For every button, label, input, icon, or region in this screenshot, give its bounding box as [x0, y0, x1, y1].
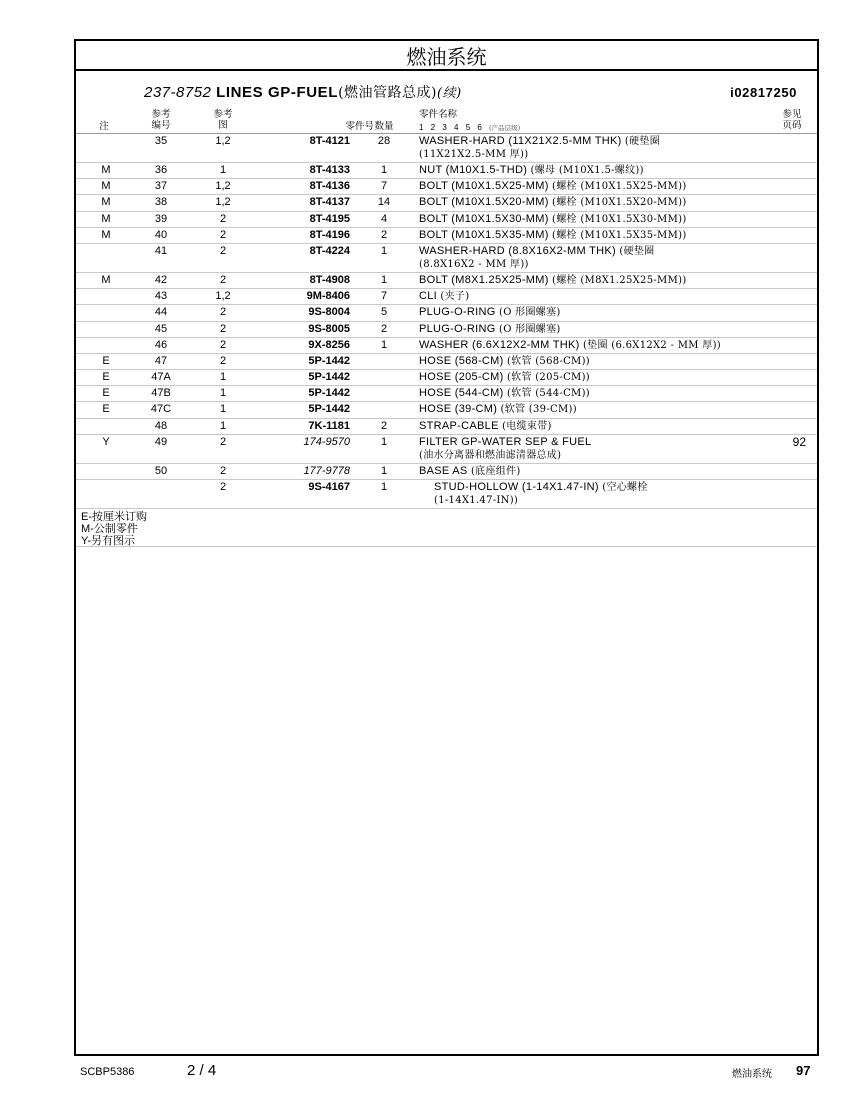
col-page	[779, 109, 805, 131]
group-name-cn: (燃油管路总成)	[338, 85, 437, 101]
table-row	[76, 212, 817, 228]
row-part-number[interactable]: 8T-4224	[309, 244, 350, 257]
col-page-line2: 页码	[782, 120, 802, 131]
row-qty: 1	[380, 244, 388, 257]
row-see-page[interactable]: 92	[792, 434, 806, 449]
row-qty: 2	[380, 322, 388, 335]
table-row	[76, 480, 817, 509]
row-part-number[interactable]: 9M-8406	[306, 290, 350, 303]
row-part-number[interactable]: 8T-4196	[309, 228, 350, 241]
row-qty: 1	[380, 164, 388, 176]
col-part-no: 零件号	[345, 121, 374, 132]
row-fig: 2	[219, 322, 227, 335]
table-row	[76, 305, 817, 321]
legend-text: 按厘米订购	[92, 510, 147, 523]
row-part-name-en: NUT (M10X1.5-THD)	[419, 164, 528, 176]
row-fig: 2	[219, 354, 227, 367]
row-part-name	[419, 135, 779, 161]
row-part-name-en: FILTER GP-WATER SEP & FUEL	[419, 435, 592, 448]
row-part-name-en: BASE AS	[419, 464, 468, 477]
col-qty: 数量	[374, 121, 394, 132]
legend-text: 公制零件	[93, 522, 138, 535]
table-row	[76, 370, 817, 386]
row-part-name-cn: (O 形圈螺塞)	[499, 323, 561, 335]
row-qty: 14	[377, 196, 391, 209]
legend-text: 另有图示	[91, 534, 135, 547]
doc-code: SCBP5386	[80, 1066, 135, 1078]
row-part-name	[419, 229, 779, 242]
table-row	[76, 195, 817, 211]
row-fig: 1	[219, 403, 227, 416]
row-fig: 1,2	[215, 196, 231, 209]
row-part-name-en: HOSE (205-CM)	[419, 371, 504, 384]
row-note: E	[102, 403, 110, 416]
row-part-name-cn: (硬垫圈	[624, 136, 661, 147]
row-part-name-en: WASHER-HARD (11X21X2.5-MM THK)	[419, 135, 622, 147]
row-part-name-en: STUD-HOLLOW (1-14X1.47-IN)	[434, 481, 599, 493]
row-qty: 1	[380, 464, 388, 477]
row-part-name-en: WASHER-HARD (8.8X16X2-MM THK)	[419, 244, 616, 257]
row-fig: 1,2	[215, 290, 231, 303]
row-ref-no: 47C	[150, 403, 172, 416]
row-part-name-cn: (软管 (39-CM))	[500, 404, 577, 416]
row-qty: 1	[380, 481, 388, 493]
row-part-name-cn: (电缆束带)	[502, 420, 552, 432]
column-headers	[76, 108, 817, 134]
row-part-name-cn: (硬垫圈	[619, 245, 655, 257]
table-row	[76, 289, 817, 305]
row-part-name-en: HOSE (39-CM)	[419, 403, 498, 416]
col-ref-no-line1: 参考	[151, 109, 171, 120]
row-ref-no: 48	[154, 419, 168, 432]
col-fig	[208, 109, 238, 131]
row-ref-no: 39	[154, 212, 168, 225]
row-fig: 2	[219, 435, 227, 448]
row-ref-no: 41	[154, 244, 168, 257]
row-ref-no: 38	[154, 196, 168, 209]
row-ref-no: 44	[154, 306, 168, 319]
row-part-name-cn: (空心螺栓	[602, 482, 648, 493]
legend-item	[81, 511, 817, 523]
row-part-name-en: HOSE (544-CM)	[419, 387, 504, 400]
row-fig: 2	[219, 338, 227, 351]
row-part-number[interactable]: 5P-1442	[308, 403, 350, 416]
col-name: 零件名称	[419, 109, 458, 120]
group-part-number[interactable]: 237-8752	[144, 84, 212, 101]
col-note: 注	[99, 121, 109, 132]
row-note: M	[101, 212, 111, 225]
row-part-name	[419, 290, 779, 303]
row-part-number[interactable]: 174-9570	[303, 435, 350, 448]
illustration-id: i02817250	[730, 85, 797, 100]
row-part-name	[419, 196, 779, 209]
table-row	[76, 134, 817, 163]
row-part-number[interactable]: 8T-4908	[309, 273, 350, 286]
row-note: M	[101, 228, 111, 241]
row-part-number[interactable]: 8T-4137	[309, 196, 350, 209]
table-row	[76, 464, 817, 480]
table-row	[76, 244, 817, 273]
row-part-name	[419, 245, 779, 271]
row-part-name-cn-line2: (1-14X1.47-IN))	[434, 495, 519, 506]
row-part-number[interactable]: 9S-8004	[308, 306, 350, 319]
row-part-name-cn: (软管 (205-CM))	[506, 372, 590, 384]
group-name: LINES GP-FUEL	[216, 84, 339, 101]
group-header	[76, 71, 817, 107]
row-note: M	[101, 273, 111, 286]
table-row	[76, 338, 817, 354]
row-note: E	[102, 354, 110, 367]
row-part-number[interactable]: 5P-1442	[308, 354, 350, 367]
row-fig: 1,2	[215, 180, 231, 193]
legend-code: M-	[81, 523, 94, 535]
row-part-name-cn: (软管 (568-CM))	[506, 355, 590, 367]
row-part-number[interactable]: 5P-1442	[308, 371, 350, 384]
row-part-name	[419, 213, 779, 226]
row-ref-no: 50	[154, 464, 168, 477]
col-page-line1: 参见	[782, 109, 802, 120]
row-part-name	[419, 355, 779, 368]
footer-section: 燃油系统	[732, 1069, 772, 1080]
row-part-name-en: STRAP-CABLE	[419, 419, 499, 432]
row-fig: 1	[219, 419, 227, 432]
row-ref-no: 35	[154, 135, 168, 147]
legend-code: E-	[81, 511, 92, 523]
row-note: E	[102, 387, 110, 400]
row-fig: 2	[219, 228, 227, 241]
row-part-number[interactable]: 8T-4133	[309, 164, 350, 176]
row-part-name	[419, 180, 779, 193]
row-part-name-en: HOSE (568-CM)	[419, 354, 504, 367]
row-part-number[interactable]: 9S-8005	[308, 322, 350, 335]
table-row	[76, 386, 817, 402]
row-part-number[interactable]: 8T-4136	[309, 180, 350, 193]
row-fig: 2	[219, 273, 227, 286]
row-note: M	[101, 196, 111, 209]
row-part-name-cn: (夹子)	[440, 291, 470, 303]
notes-legend	[76, 509, 817, 547]
row-part-name	[434, 481, 794, 507]
col-fig-line1: 参考	[213, 109, 233, 120]
row-part-name-cn-line2: (油水分离器和燃油滤清器总成)	[419, 449, 562, 461]
table-row	[76, 419, 817, 435]
col-ref-no-line2: 编号	[151, 120, 171, 131]
col-ref-no	[144, 109, 178, 131]
row-part-number[interactable]: 9X-8256	[308, 338, 350, 351]
row-note: Y	[102, 435, 110, 448]
table-row	[76, 273, 817, 289]
row-qty: 1	[380, 338, 388, 351]
row-fig: 1	[219, 387, 227, 400]
row-part-name-cn: (螺栓 (M8X1.25X25-MM))	[552, 274, 687, 286]
row-qty: 2	[380, 228, 388, 241]
row-note: M	[101, 164, 111, 176]
row-part-name-en: CLI	[419, 290, 438, 303]
group-title	[144, 82, 462, 102]
page-title: 燃油系统	[76, 41, 817, 71]
row-part-name-en: BOLT (M8X1.25X25-MM)	[419, 273, 549, 286]
page-frame	[74, 39, 819, 1056]
row-part-number[interactable]: 8T-4195	[309, 212, 350, 225]
row-part-number[interactable]: 5P-1442	[308, 387, 350, 400]
row-part-name-en: BOLT (M10X1.5X35-MM)	[419, 228, 549, 241]
table-row	[76, 435, 817, 464]
row-part-name-en: BOLT (M10X1.5X25-MM)	[419, 180, 549, 193]
table-row	[76, 163, 817, 179]
row-ref-no: 43	[154, 290, 168, 303]
row-ref-no: 47B	[151, 387, 171, 400]
parts-table	[76, 134, 817, 547]
row-part-number[interactable]: 8T-4121	[309, 135, 350, 147]
row-ref-no: 46	[154, 338, 168, 351]
row-part-name-cn: (螺母 (M10X1.5-螺纹))	[530, 165, 644, 176]
legend-code: Y-	[81, 535, 91, 547]
row-part-name-cn: (底座组件)	[470, 465, 521, 477]
row-part-name-cn: (螺栓 (M10X1.5X30-MM))	[552, 213, 687, 225]
row-part-name-en: BOLT (M10X1.5X20-MM)	[419, 196, 549, 209]
row-fig: 2	[219, 212, 227, 225]
col-levels-label: (产品层级)	[489, 124, 521, 132]
row-qty: 2	[380, 419, 388, 432]
row-fig: 1	[219, 371, 227, 384]
footer-page-number: 97	[796, 1063, 811, 1078]
row-fig: 2	[219, 244, 227, 257]
row-part-name	[419, 465, 779, 478]
page-of: 2 / 4	[187, 1062, 217, 1079]
row-part-name-cn: (垫圈 (6.6X12X2 - MM 厚))	[582, 339, 721, 351]
row-part-name-en: PLUG-O-RING	[419, 322, 496, 335]
table-row	[76, 354, 817, 370]
row-part-name	[419, 306, 779, 319]
row-part-name	[419, 403, 779, 416]
row-part-number[interactable]: 177-9778	[303, 464, 350, 477]
row-part-number[interactable]: 7K-1181	[308, 419, 350, 432]
row-part-name	[419, 164, 779, 177]
row-part-name	[419, 420, 779, 433]
row-part-name-cn-line2: (8.8X16X2 - MM 厚))	[419, 258, 529, 270]
row-ref-no: 36	[154, 164, 168, 176]
col-levels-numbers: 1 2 3 4 5 6	[419, 123, 482, 132]
row-part-name-cn: (螺栓 (M10X1.5X25-MM))	[552, 181, 687, 193]
row-part-name	[419, 387, 779, 400]
row-part-name-cn: (螺栓 (M10X1.5X20-MM))	[552, 197, 687, 209]
row-part-number[interactable]: 9S-4167	[308, 481, 350, 493]
row-qty: 4	[380, 212, 388, 225]
row-qty: 1	[380, 435, 388, 448]
table-row	[76, 322, 817, 338]
row-note: E	[102, 371, 110, 384]
page-footer	[0, 1062, 857, 1082]
table-row	[76, 179, 817, 195]
col-levels	[419, 122, 520, 134]
row-qty: 7	[380, 290, 388, 303]
row-part-name-cn: (O 形圈螺塞)	[499, 307, 561, 319]
table-row	[76, 228, 817, 244]
row-part-name	[419, 436, 779, 462]
row-part-name-en: PLUG-O-RING	[419, 306, 496, 319]
row-ref-no: 49	[154, 435, 168, 448]
row-part-name-cn: (软管 (544-CM))	[506, 388, 590, 400]
legend-item	[81, 535, 817, 547]
row-part-name-cn-line2: (11X21X2.5-MM 厚))	[419, 149, 529, 160]
legend-item	[81, 523, 817, 535]
row-part-name-en: WASHER (6.6X12X2-MM THK)	[419, 338, 580, 351]
row-qty: 7	[380, 180, 388, 193]
row-part-name	[419, 339, 779, 352]
group-continued: (续)	[437, 86, 462, 101]
row-qty: 28	[377, 135, 391, 147]
col-fig-line2: 图	[218, 120, 228, 131]
row-ref-no: 47	[154, 354, 168, 367]
row-part-name	[419, 323, 779, 336]
row-part-name	[419, 274, 779, 287]
row-qty: 1	[380, 273, 388, 286]
row-ref-no: 47A	[151, 371, 171, 384]
row-part-name	[419, 371, 779, 384]
row-note: M	[101, 180, 111, 193]
row-fig: 1,2	[215, 135, 231, 147]
row-ref-no: 42	[154, 273, 168, 286]
row-fig: 2	[219, 481, 227, 493]
row-ref-no: 40	[154, 228, 168, 241]
row-qty: 5	[380, 306, 388, 319]
row-ref-no: 45	[154, 322, 168, 335]
row-fig: 1	[219, 164, 227, 176]
row-part-name-en: BOLT (M10X1.5X30-MM)	[419, 212, 549, 225]
row-fig: 2	[219, 306, 227, 319]
row-ref-no: 37	[154, 180, 168, 193]
row-fig: 2	[219, 464, 227, 477]
table-row	[76, 402, 817, 418]
row-part-name-cn: (螺栓 (M10X1.5X35-MM))	[552, 229, 687, 241]
